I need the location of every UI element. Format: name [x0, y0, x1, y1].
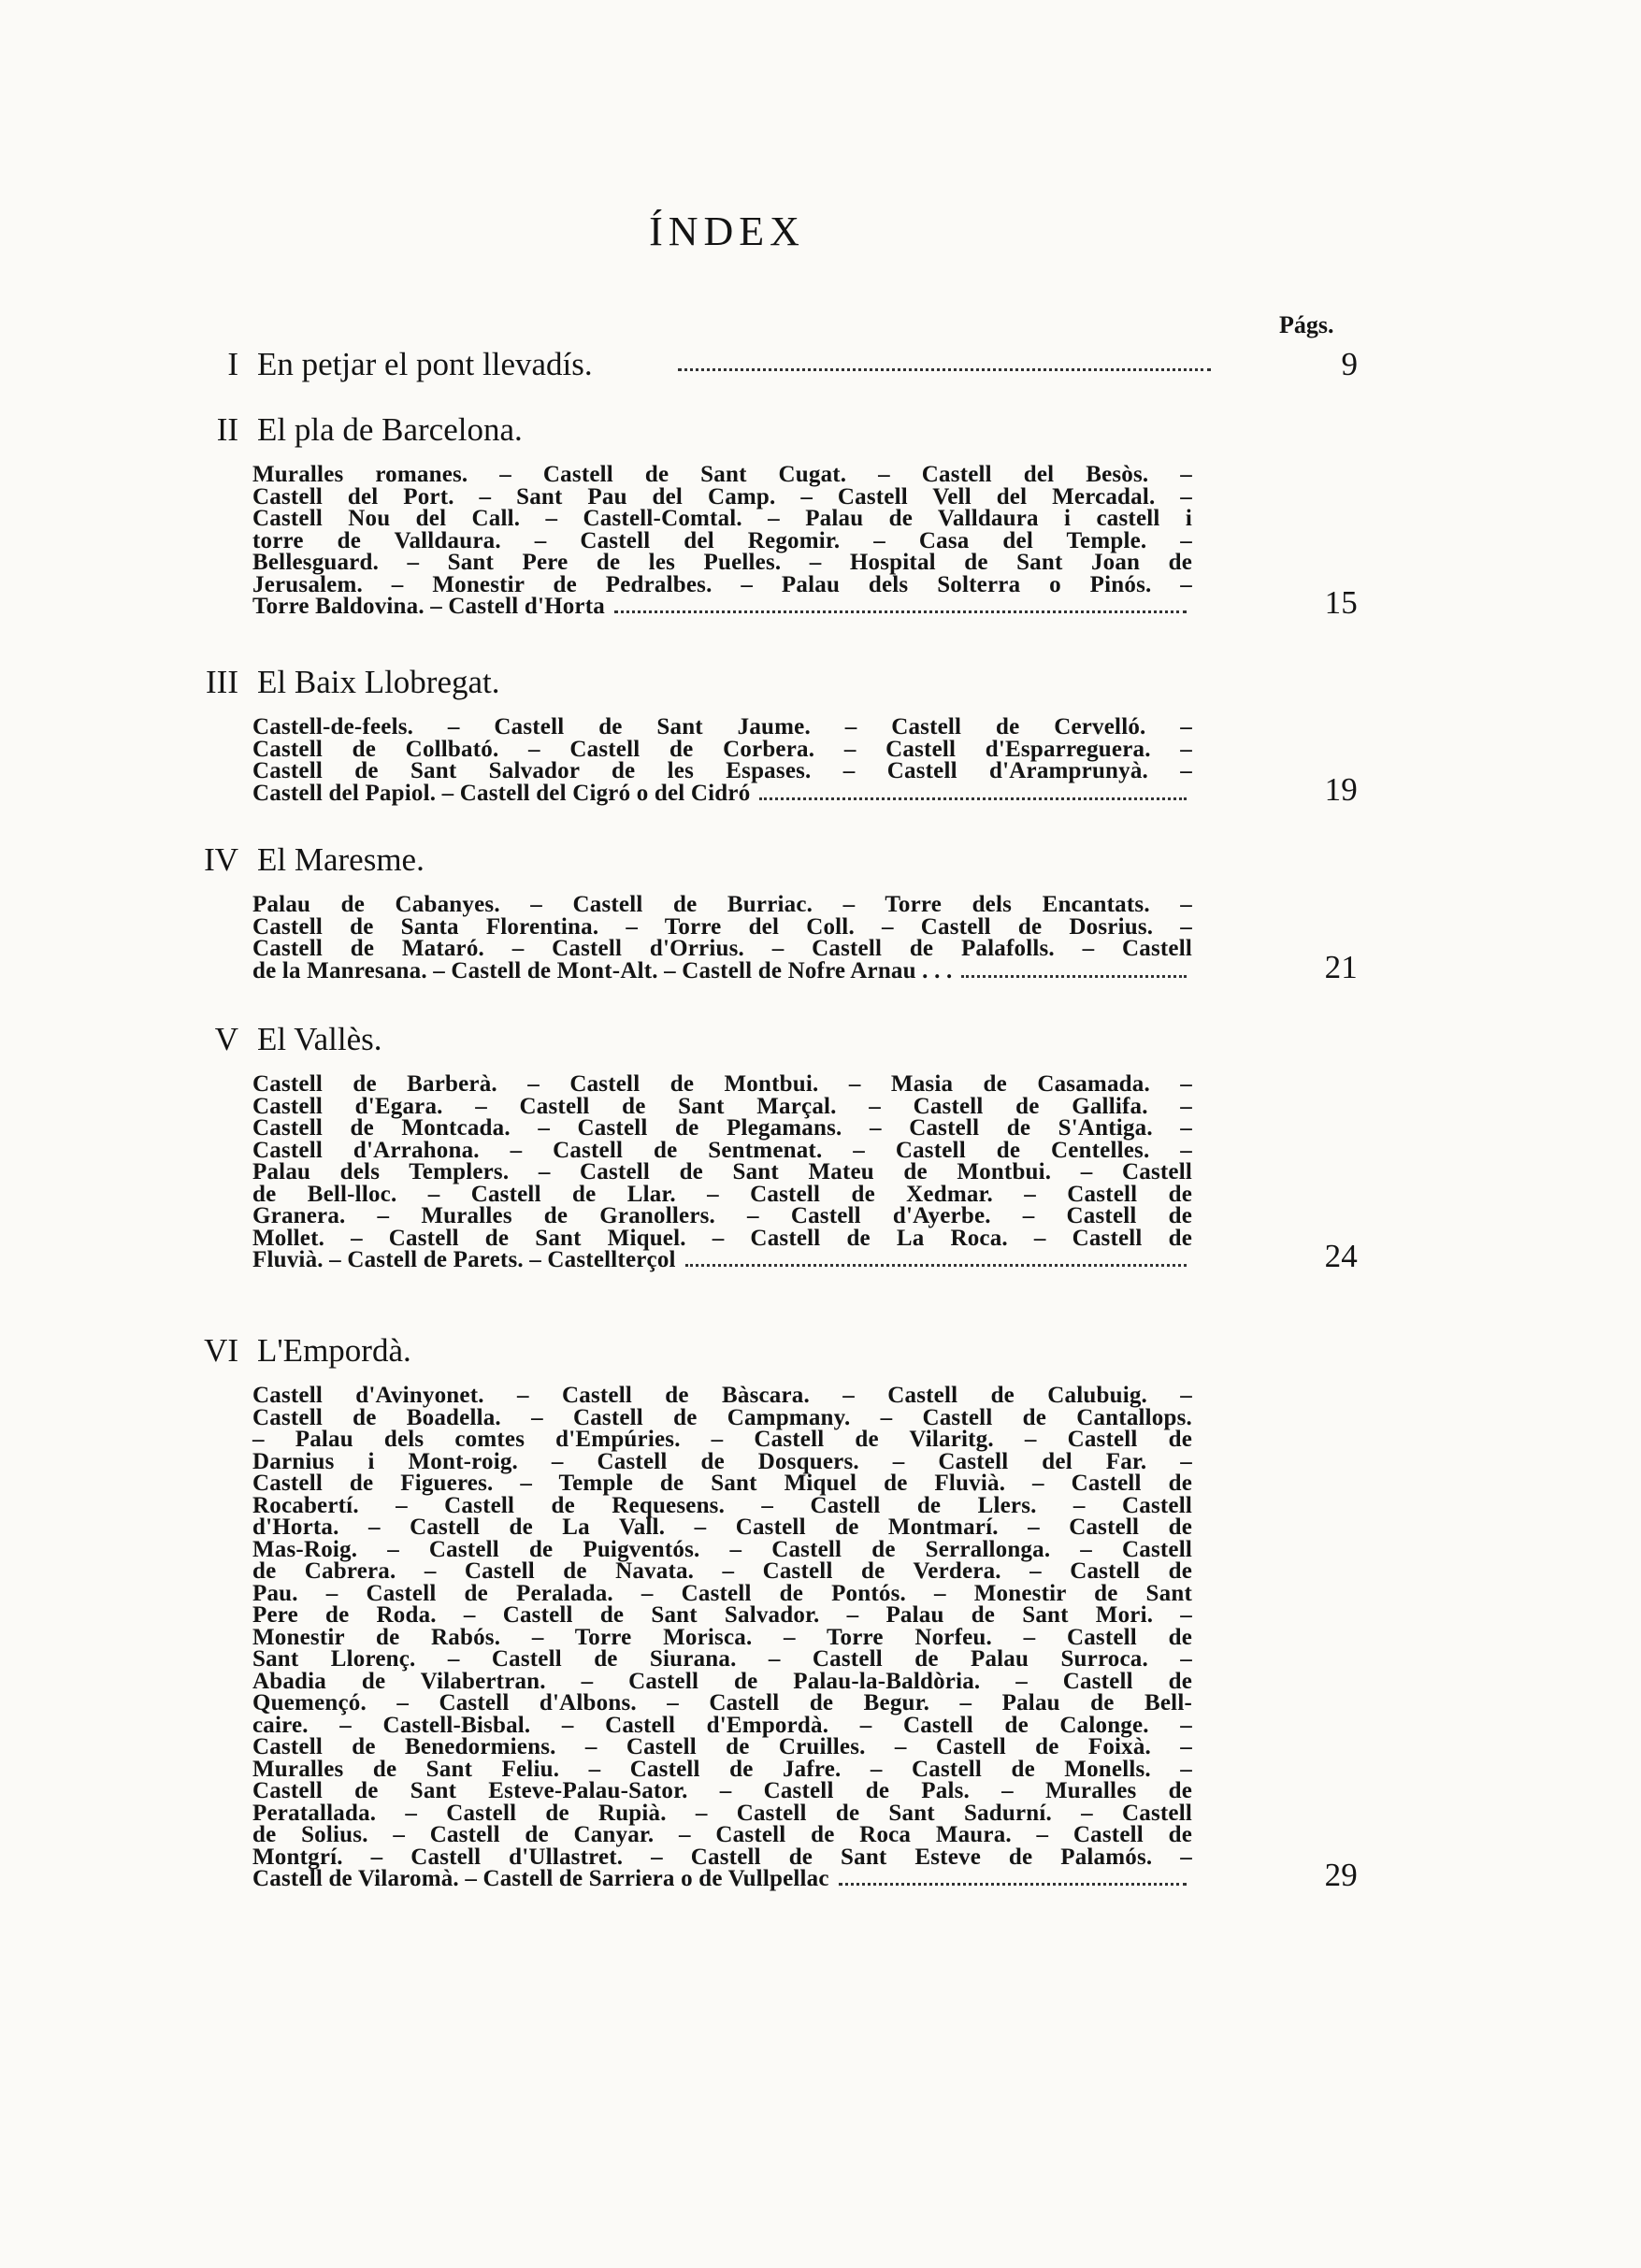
- contents-line: Palau dels Templers. – Castell de Sant Mateu de Montbui. – Castell: [252, 1159, 1192, 1184]
- dot-leader: [961, 975, 1187, 978]
- contents-line: Castell Nou del Call. – Castell-Comtal. – Palau de Valldaura i castell i: [252, 506, 1192, 531]
- contents-line: – Palau dels comtes d'Empúries. – Castell de Vilaritg. – Castell de: [252, 1427, 1192, 1452]
- contents-line: Monestir de Rabós. – Torre Morisca. – Torre Norfeu. – Castell de: [252, 1624, 1192, 1650]
- contents-line: Castell de Santa Florentina. – Torre del Coll. – Castell de Dosrius. –: [252, 913, 1192, 940]
- chapter-2: [0, 411, 1641, 619]
- chapter-page-number: 29: [1324, 1857, 1358, 1893]
- contents-line: de Bell-lloc. – Castell de Llar. – Castell de Xedmar. – Castell de: [252, 1181, 1192, 1207]
- chapter-page-number: 21: [1324, 948, 1358, 985]
- chapter-numeral: II: [216, 411, 238, 448]
- chapter-page-number: 19: [1324, 770, 1358, 808]
- contents-line: Palau de Cabanyes. – Castell de Burriac. – Torre dels Encantats. –: [252, 892, 1192, 917]
- contents-line-last: [252, 782, 1192, 806]
- contents-line: Castell de Sant Esteve-Palau-Sator. – Castell de Pals. – Muralles de: [252, 1778, 1192, 1803]
- contents-line: Muralles de Sant Feliu. – Castell de Jafre. – Castell de Monells. –: [252, 1756, 1192, 1782]
- contents-line: Sant Llorenç. – Castell de Siurana. – Castell de Palau Surroca. –: [252, 1646, 1192, 1672]
- dot-leader: [759, 797, 1187, 800]
- contents-line: Fluvià. – Castell de Parets. – Castellterçol: [252, 1247, 676, 1272]
- contents-line: Castell de Barberà. – Castell de Montbui. – Masia de Casamada. –: [252, 1071, 1192, 1097]
- chapter-contents: [252, 462, 1358, 621]
- contents-line: Castell de Boadella. – Castell de Campmany. – Castell de Cantallops.: [252, 1404, 1192, 1430]
- contents-line: Mas-Roig. – Castell de Puigventós. – Castell de Serrallonga. – Castell: [252, 1536, 1192, 1562]
- chapter-numeral: VI: [204, 1332, 238, 1369]
- chapter-title: L'Empordà.: [257, 1332, 411, 1369]
- contents-line: de Solius. – Castell de Canyar. – Castell de Roca Maura. – Castell de: [252, 1822, 1192, 1847]
- contents-line: Darnius i Mont-roig. – Castell de Dosquers. – Castell del Far. –: [252, 1448, 1192, 1474]
- chapter-page-number: 24: [1324, 1238, 1358, 1274]
- contents-line: Castell de Figueres. – Temple de Sant Miquel de Fluvià. – Castell de: [252, 1471, 1192, 1496]
- contents-line-last: [252, 957, 1192, 983]
- chapter-title: El Baix Llobregat.: [257, 664, 500, 700]
- contents-line: Torre Baldovina. – Castell d'Horta: [252, 594, 605, 619]
- chapter-6: [0, 1332, 1641, 1891]
- contents-line: Castell de Sant Salvador de les Espases. – Castell d'Aramprunyà. –: [252, 758, 1192, 783]
- contents-line: Pau. – Castell de Peralada. – Castell de Pontós. – Monestir de Sant: [252, 1580, 1192, 1606]
- chapter-numeral: V: [214, 1021, 238, 1057]
- contents-line: Castell de Mataró. – Castell d'Orrius. – Castell de Palafolls. – Castell: [252, 936, 1192, 961]
- contents-line: Castell del Port. – Sant Pau del Camp. – Castell Vell del Mercadal. –: [252, 483, 1192, 510]
- contents-line: de Cabrera. – Castell de Navata. – Castell de Verdera. – Castell de: [252, 1558, 1192, 1584]
- contents-line: Castell de Vilaromà. – Castell de Sarriera o de Vullpellac: [252, 1866, 829, 1891]
- contents-line: Castell-de-feels. – Castell de Sant Jaume. – Castell de Cervelló. –: [252, 714, 1192, 739]
- contents-line-last: [252, 596, 1192, 619]
- contents-line: Granera. – Muralles de Granollers. – Castell d'Ayerbe. – Castell de: [252, 1203, 1192, 1228]
- contents-line: d'Horta. – Castell de La Vall. – Castell de Montmarí. – Castell de: [252, 1514, 1192, 1540]
- contents-line: Castell de Collbató. – Castell de Corbera. – Castell d'Esparreguera. –: [252, 736, 1192, 762]
- chapter-contents: [252, 1071, 1358, 1274]
- chapter-title: El Maresme.: [257, 841, 425, 878]
- chapter-numeral: I: [227, 346, 238, 382]
- contents-line: Jerusalem. – Monestir de Pedralbes. – Palau dels Solterra o Pinós. –: [252, 571, 1192, 597]
- chapter-contents: [252, 892, 1358, 985]
- contents-line: caire. – Castell-Bisbal. – Castell d'Empordà. – Castell de Calonge. –: [252, 1712, 1192, 1738]
- dot-leader: [839, 1883, 1187, 1886]
- contents-line: Castell de Benedormiens. – Castell de Cruilles. – Castell de Foixà. –: [252, 1734, 1192, 1759]
- chapter-numeral: IV: [204, 841, 238, 878]
- contents-line: Bellesguard. – Sant Pere de les Puelles. – Hospital de Sant Joan de: [252, 550, 1192, 575]
- contents-line-last: [252, 1868, 1192, 1891]
- dot-leader: [678, 368, 1211, 371]
- contents-line-last: [252, 1249, 1192, 1272]
- contents-line: de la Manresana. – Castell de Mont-Alt. – Castell de Nofre Arnau . . .: [252, 957, 953, 983]
- contents-line: Mollet. – Castell de Sant Miquel. – Castell de La Roca. – Castell de: [252, 1225, 1192, 1251]
- contents-line: Rocabertí. – Castell de Requesens. – Castell de Llers. – Castell: [252, 1492, 1192, 1518]
- contents-line: Castell d'Egara. – Castell de Sant Marçal. – Castell de Gallifa. –: [252, 1093, 1192, 1119]
- contents-line: Montgrí. – Castell d'Ullastret. – Castell de Sant Esteve de Palamós. –: [252, 1844, 1192, 1870]
- contents-line: Castell d'Avinyonet. – Castell de Bàscara. – Castell de Calubuig. –: [252, 1383, 1192, 1408]
- contents-line: torre de Valldaura. – Castell del Regomir. – Casa del Temple. –: [252, 527, 1192, 553]
- contents-line: Muralles romanes. – Castell de Sant Cugat. – Castell del Besòs. –: [252, 462, 1192, 487]
- contents-line: Castell de Montcada. – Castell de Plegamans. – Castell de S'Antiga. –: [252, 1115, 1192, 1141]
- chapter-page-number: 15: [1324, 584, 1358, 621]
- chapter-1: [0, 346, 1641, 398]
- dot-leader: [685, 1264, 1187, 1267]
- contents-line: Castell d'Arrahona. – Castell de Sentmenat. – Castell de Centelles. –: [252, 1137, 1192, 1163]
- chapter-title: En petjar el pont llevadís.: [257, 346, 593, 382]
- chapter-contents: [252, 1383, 1358, 1893]
- pages-column-label: Págs.: [1279, 311, 1334, 338]
- contents-line: Abadia de Vilabertran. – Castell de Palau-la-Baldòria. – Castell de: [252, 1668, 1192, 1694]
- contents-line: Castell del Papiol. – Castell del Cigró o del Cidró: [252, 780, 751, 806]
- contents-line: Peratallada. – Castell de Rupià. – Castell de Sant Sadurní. – Castell: [252, 1800, 1192, 1826]
- contents-line: Pere de Roda. – Castell de Sant Salvador. – Palau de Sant Mori. –: [252, 1602, 1192, 1628]
- chapter-4: [0, 841, 1641, 983]
- chapter-title: El pla de Barcelona.: [257, 411, 523, 448]
- contents-line: Quemençó. – Castell d'Albons. – Castell de Begur. – Palau de Bell-: [252, 1690, 1192, 1715]
- chapter-numeral: III: [206, 664, 238, 700]
- chapter-5: [0, 1021, 1641, 1272]
- page-title: ÍNDEX: [649, 208, 805, 254]
- chapter-contents: [252, 714, 1358, 808]
- chapter-3: [0, 664, 1641, 806]
- chapter-page-number: 9: [1341, 346, 1358, 382]
- dot-leader: [614, 610, 1187, 613]
- chapter-title: El Vallès.: [257, 1021, 382, 1057]
